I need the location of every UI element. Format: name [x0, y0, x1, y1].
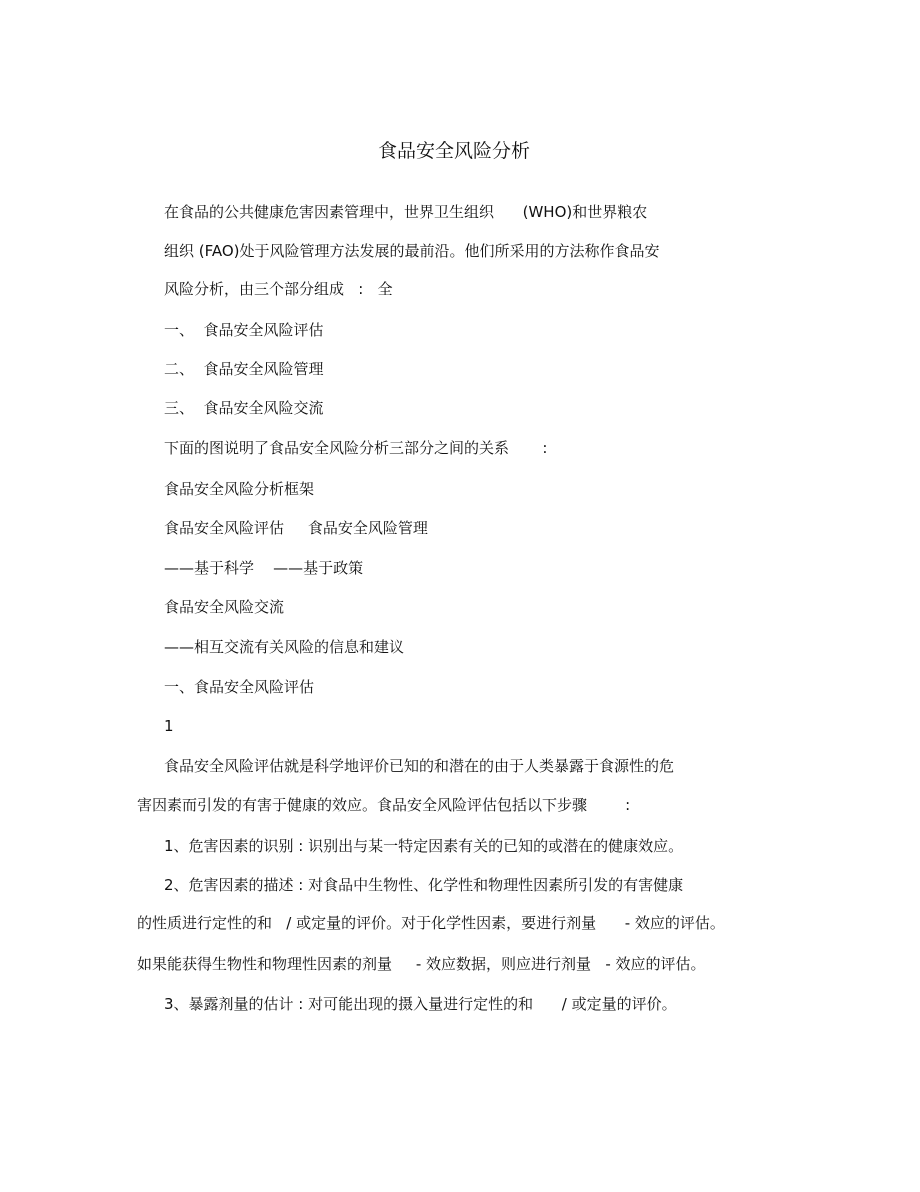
- paragraph-line: 食品安全风险分析框架: [164, 480, 315, 498]
- paragraph-line: 下面的图说明了食品安全风险分析三部分之间的关系 :: [164, 439, 548, 457]
- paragraph-line: 害因素而引发的有害于健康的效应。食品安全风险评估包括以下步骤 :: [137, 796, 631, 814]
- paragraph-line: ——相互交流有关风险的信息和建议: [164, 638, 405, 656]
- paragraph-line: 2、危害因素的描述 : 对食品中生物性、化学性和物理性因素所引发的有害健康: [164, 876, 684, 894]
- page-title: 食品安全风险分析: [378, 140, 531, 162]
- list-item: 一、 食品安全风险评估: [164, 321, 324, 339]
- paragraph-line: 食品安全风险交流: [164, 598, 285, 616]
- paragraph-line: 食品安全风险评估就是科学地评价已知的和潜在的由于人类暴露于食源性的危: [164, 757, 675, 775]
- paragraph-line: 的性质进行定性的和 / 或定量的评价。对于化学性因素，要进行剂量 - 效应的评估。: [137, 914, 725, 932]
- page-number: 1: [164, 717, 174, 735]
- paragraph-line: 3、暴露剂量的估计 : 对可能出现的摄入量进行定性的和 / 或定量的评价。: [164, 995, 677, 1013]
- paragraph-line: 组织 (FAO)处于风险管理方法发展的最前沿。他们所采用的方法称作食品安: [164, 242, 660, 260]
- paragraph-line: 食品安全风险评估 食品安全风险管理: [164, 519, 428, 537]
- list-item: 二、 食品安全风险管理: [164, 360, 324, 378]
- paragraph-line: 风险分析，由三个部分组成 : 全: [164, 280, 393, 298]
- section-heading: 一、食品安全风险评估: [164, 678, 315, 696]
- paragraph-line: 在食品的公共健康危害因素管理中，世界卫生组织 (WHO)和世界粮农: [164, 203, 648, 221]
- paragraph-line: 如果能获得生物性和物理性因素的剂量 - 效应数据，则应进行剂量 - 效应的评估。: [137, 955, 706, 973]
- paragraph-line: ——基于科学 ——基于政策: [164, 559, 364, 577]
- list-item: 三、 食品安全风险交流: [164, 399, 324, 417]
- paragraph-line: 1、危害因素的识别 : 识别出与某一特定因素有关的已知的或潜在的健康效应。: [164, 837, 684, 855]
